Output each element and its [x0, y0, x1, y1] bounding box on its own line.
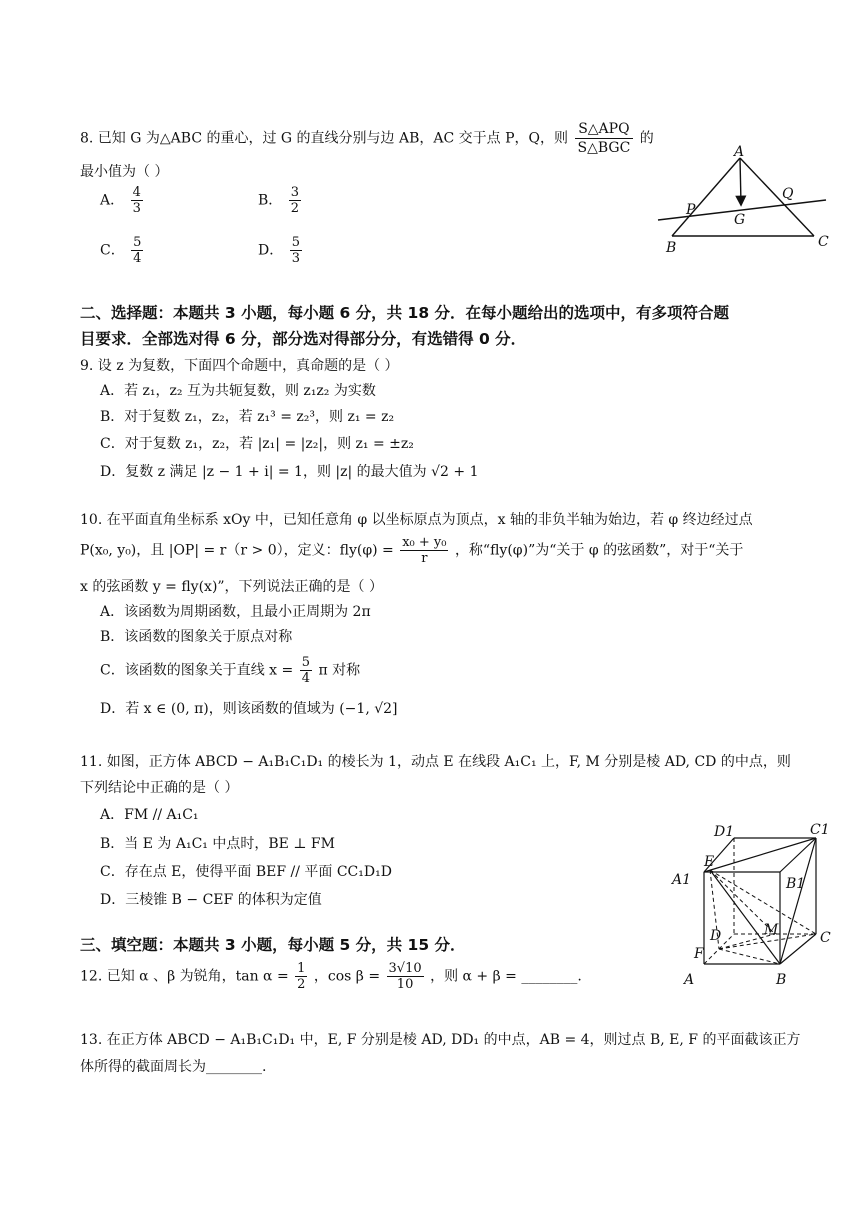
q11-option-d[interactable]: D．三棱锥 B − CEF 的体积为定值	[100, 892, 322, 908]
option-fraction: $\frac{5}{4}$	[133, 235, 142, 266]
q9-stem: 9. 设 z 为复数，下面四个命题中，真命题的是（ ）	[80, 358, 399, 374]
q13-stem-line1: 13. 在正方体 ABCD − A₁B₁C₁D₁ 中，E, F 分别是棱 AD, DD₁ 的中点，AB = 4，则过点 B, E, F 的平面截该正方	[80, 1032, 801, 1048]
triangle-figure	[650, 140, 840, 260]
q8-option-d[interactable]	[258, 236, 304, 265]
label-b: B	[666, 240, 677, 256]
section2-heading-line2: 目要求．全部选对得 6 分，部分选对得部分分，有选错得 0 分．	[80, 330, 527, 348]
q10-option-a[interactable]: A．该函数为周期函数，且最小正周期为 2π	[100, 604, 371, 620]
option-text: C．该函数的图象关于直线 x =	[100, 662, 294, 679]
option-label: B．	[258, 192, 283, 209]
q8-option-a[interactable]	[100, 186, 145, 215]
q10-stem-line1: 10. 在平面直角坐标系 xOy 中，已知任意角 φ 以坐标原点为顶点，x 轴的非负半轴为始边，若 φ 终边经过点	[80, 512, 753, 528]
q10-def-text: P(x₀, y₀)，且 |OP| = r（r > 0），定义：fly(φ) =	[80, 542, 394, 559]
q11-option-a[interactable]: A．FM // A₁C₁	[100, 807, 199, 823]
q9-option-d[interactable]: D．复数 z 满足 |z − 1 + i| = 1，则 |z| 的最大值为 √2 + 1	[100, 464, 479, 480]
q8-option-c[interactable]	[100, 236, 145, 265]
q9-option-c[interactable]: C．对于复数 z₁，z₂，若 |z₁| = |z₂|，则 z₁ = ±z₂	[100, 436, 414, 452]
option-text-suffix: π 对称	[318, 662, 361, 679]
q8-ratio-denominator: S△BGC	[577, 140, 631, 156]
label-b1: B1	[786, 876, 806, 892]
label-c: C	[818, 234, 829, 250]
label-c: C	[820, 930, 831, 946]
q10-def-fraction: $\frac{\text{x₀ + y₀}}{r}$	[402, 535, 447, 566]
option-fraction: $\frac{3}{2}$	[290, 185, 300, 216]
section3-heading: 三、填空题：本题共 3 小题，每小题 5 分，共 15 分．	[80, 936, 466, 954]
label-e: E	[704, 854, 715, 870]
q11-option-c[interactable]: C．存在点 E，使得平面 BEF // 平面 CC₁D₁D	[100, 864, 392, 880]
label-d1: D1	[714, 824, 735, 840]
q12-stem	[80, 962, 582, 991]
q12-text-mid: ，cos β =	[313, 968, 381, 985]
label-a: A	[684, 972, 695, 988]
q12-cos-fraction: $\frac{3√10}{10}$	[388, 961, 422, 992]
option-fraction: $\frac{5}{3}$	[291, 235, 300, 266]
option-fraction: $\frac{4}{3}$	[132, 185, 141, 216]
q13-stem-line2: 体所得的截面周长为________.	[80, 1059, 267, 1075]
q10-option-b[interactable]: B．该函数的图象关于原点对称	[100, 629, 293, 645]
label-q: Q	[782, 186, 794, 202]
label-m: M	[764, 922, 779, 938]
q8-ratio-fraction	[574, 120, 633, 157]
option-fraction: $\frac{5}{4}$	[301, 655, 310, 686]
side-ab	[672, 158, 740, 236]
label-p: P	[686, 202, 696, 218]
q8-stem	[80, 120, 654, 157]
option-label: C．	[100, 242, 125, 259]
q8-stem-line2: 最小值为（ ）	[80, 164, 169, 180]
option-label: A．	[100, 192, 125, 209]
option-label: D．	[258, 242, 284, 259]
q10-option-d[interactable]: D．若 x ∈ (0, π)，则该函数的值域为 (−1, √2]	[100, 701, 398, 717]
q10-stem-line2	[80, 536, 743, 565]
label-g: G	[734, 212, 746, 228]
q8-stem-text: 8. 已知 G 为△ABC 的重心，过 G 的直线分别与边 AB，AC 交于点 P，Q，则	[80, 130, 569, 147]
q8-option-b[interactable]	[258, 186, 303, 215]
label-a1: A1	[672, 872, 692, 888]
label-c1: C1	[810, 822, 830, 838]
q10-stem-line3: x 的弦函数 y = fly(x)”，下列说法正确的是（ ）	[80, 579, 384, 595]
label-a: A	[734, 144, 745, 160]
side-ac	[740, 158, 814, 236]
q12-text-end: ，则 α + β = ________.	[430, 968, 582, 985]
label-f: F	[694, 946, 704, 962]
q10-option-c[interactable]	[100, 656, 360, 685]
label-b: B	[776, 972, 787, 988]
q9-option-b[interactable]: B．对于复数 z₁，z₂，若 z₁³ = z₂³，则 z₁ = z₂	[100, 409, 395, 425]
q8-ratio-numerator: S△APQ	[575, 120, 632, 139]
cube-figure	[668, 822, 844, 992]
q11-stem-line1: 11. 如图，正方体 ABCD − A₁B₁C₁D₁ 的棱长为 1，动点 E 在线段 A₁C₁ 上，F, M 分别是棱 AD, CD 的中点，则	[80, 754, 791, 770]
q12-text: 12. 已知 α 、β 为锐角，tan α =	[80, 968, 289, 985]
q10-def-suffix: ，称“fly(φ)”为“关于 φ 的弦函数”，对于“关于	[454, 542, 744, 559]
label-d: D	[710, 928, 722, 944]
q11-stem-line2: 下列结论中正确的是（ ）	[80, 780, 239, 796]
q12-tan-fraction: $\frac{1}{2}$	[297, 961, 306, 992]
q11-option-b[interactable]: B．当 E 为 A₁C₁ 中点时，BE ⊥ FM	[100, 836, 335, 852]
section2-heading: 二、选择题：本题共 3 小题，每小题 6 分，共 18 分．在每小题给出的选项中，有多项符合题	[80, 304, 730, 322]
q8-stem-suffix: 的	[639, 130, 654, 147]
vector-ag	[740, 158, 741, 204]
q9-option-a[interactable]: A．若 z₁，z₂ 互为共轭复数，则 z₁z₂ 为实数	[100, 383, 376, 399]
